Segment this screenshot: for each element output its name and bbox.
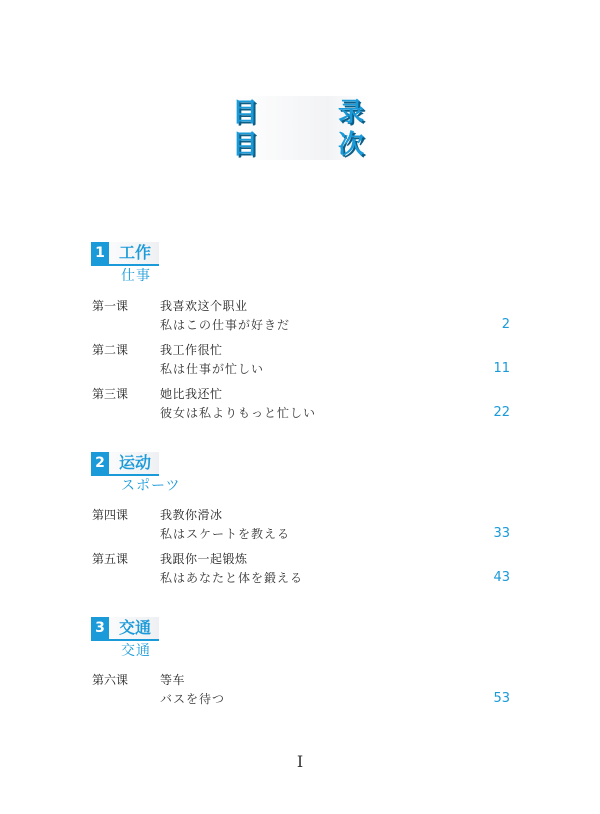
unit-title-jp: 仕事 bbox=[121, 268, 151, 284]
lesson-page-number[interactable]: 43 bbox=[493, 570, 510, 585]
title-char: 目 bbox=[232, 130, 259, 160]
lesson-number: 第二课 bbox=[92, 343, 129, 357]
title-row-chinese bbox=[230, 98, 370, 128]
lesson-title-jp: 彼女は私よりもっと忙しい bbox=[160, 406, 317, 420]
lesson-entry-5[interactable] bbox=[92, 550, 512, 590]
lesson-page-number[interactable]: 22 bbox=[493, 405, 510, 420]
unit-title-jp: スポーツ bbox=[121, 478, 181, 494]
page-footer-number: I bbox=[296, 752, 304, 771]
unit-number: 1 bbox=[91, 242, 109, 264]
lesson-title-jp: 私はこの仕事が好きだ bbox=[160, 318, 291, 332]
lesson-number: 第三课 bbox=[92, 387, 129, 401]
unit-title-zh: 工作 bbox=[119, 243, 152, 262]
lesson-title-zh: 我工作很忙 bbox=[160, 343, 223, 357]
lesson-title-jp: 私は仕事が忙しい bbox=[160, 362, 265, 376]
unit-underline bbox=[91, 264, 159, 266]
lesson-entry-2[interactable] bbox=[92, 341, 512, 381]
lesson-entry-4[interactable] bbox=[92, 506, 512, 546]
lesson-title-zh: 我跟你一起锻炼 bbox=[160, 552, 248, 566]
lesson-title-zh: 我喜欢这个职业 bbox=[160, 299, 248, 313]
lesson-title-zh: 她比我还忙 bbox=[160, 387, 223, 401]
title-row-japanese bbox=[230, 130, 370, 160]
title-char: 录 bbox=[338, 98, 365, 128]
title-char: 次 bbox=[338, 130, 365, 160]
lesson-title-jp: バスを待つ bbox=[160, 692, 226, 706]
unit-underline bbox=[91, 474, 159, 476]
lesson-page-number[interactable]: 33 bbox=[493, 526, 510, 541]
lesson-number: 第一课 bbox=[92, 299, 129, 313]
unit-title-jp: 交通 bbox=[121, 643, 151, 659]
unit-underline bbox=[91, 639, 159, 641]
lesson-entry-1[interactable] bbox=[92, 297, 512, 337]
unit-header-1[interactable] bbox=[91, 242, 391, 286]
lesson-number: 第六课 bbox=[92, 673, 129, 687]
lesson-title-jp: 私はスケートを教える bbox=[160, 527, 291, 541]
lesson-title-jp: 私はあなたと体を鍛える bbox=[160, 571, 304, 585]
lesson-number: 第四课 bbox=[92, 508, 129, 522]
lesson-number: 第五课 bbox=[92, 552, 129, 566]
title-char: 目 bbox=[232, 98, 259, 128]
unit-title-zh: 运动 bbox=[119, 453, 152, 472]
lesson-title-zh: 我教你滑冰 bbox=[160, 508, 223, 522]
unit-number: 3 bbox=[91, 617, 109, 639]
lesson-title-zh: 等车 bbox=[160, 673, 186, 687]
unit-header-2[interactable] bbox=[91, 452, 391, 496]
lesson-page-number[interactable]: 53 bbox=[493, 691, 510, 706]
lesson-page-number[interactable]: 11 bbox=[493, 361, 510, 376]
lesson-page-number[interactable]: 2 bbox=[501, 317, 510, 332]
unit-title-zh: 交通 bbox=[119, 618, 152, 637]
toc-title bbox=[230, 96, 370, 160]
lesson-entry-3[interactable] bbox=[92, 385, 512, 425]
lesson-entry-6[interactable] bbox=[92, 671, 512, 711]
unit-number: 2 bbox=[91, 452, 109, 474]
unit-header-3[interactable] bbox=[91, 617, 391, 661]
